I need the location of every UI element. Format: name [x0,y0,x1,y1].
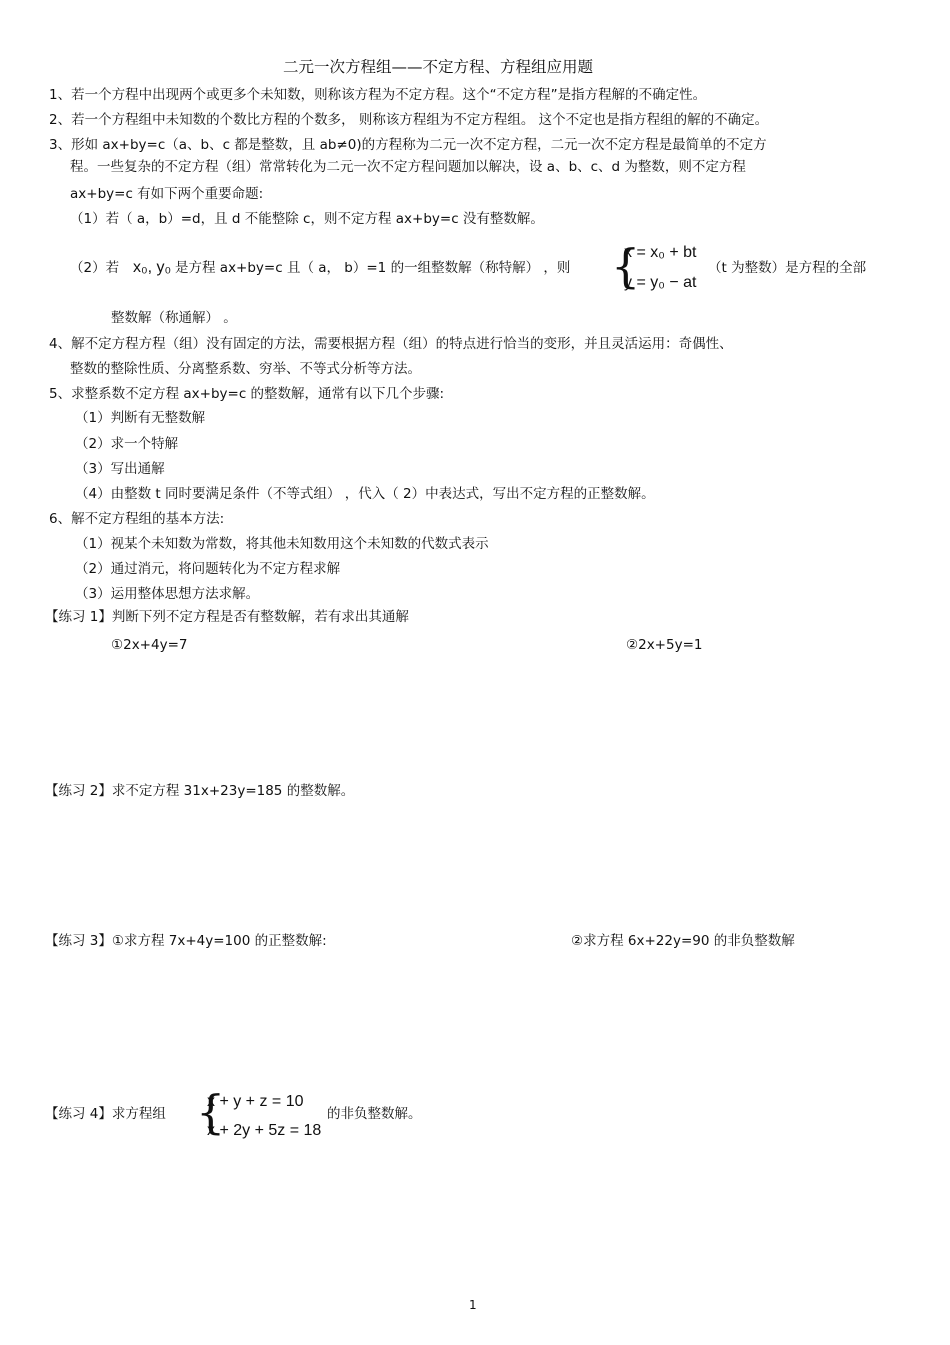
exercise-3-part-a: 【练习 3】①求方程 7x+4y=100 的正整数解: [45,933,327,949]
exercise-1-equation-a: ①2x+4y=7 [111,637,188,653]
point-6-step: （3）运用整体思想方法求解。 [75,586,260,602]
point-3-proposition-1: （1）若（ a，b）=d，且 d 不能整除 c，则不定方程 ax+by=c 没有整数解。 [70,211,544,227]
point-5-step: （3）写出通解 [75,461,165,477]
point-3-proposition-2-end: （t 为整数）是方程的全部 [708,260,867,276]
particular-x: x₀ [133,259,148,276]
exercise-2: 【练习 2】求不定方程 31x+23y=185 的整数解。 [45,783,355,799]
point-5-step: （2）求一个特解 [75,436,179,452]
particular-solution-vars: x₀, y₀ [133,259,172,276]
point-4-line-2: 整数的整除性质、分离整系数、穷举、不等式分析等方法。 [70,361,421,377]
point-3-line-2: 程。一些复杂的不定方程（组）常常转化为二元一次不定方程问题加以解决，设 a、b、c、d 为整数，则不定方程 [70,159,746,175]
point-2: 2、若一个方程组中未知数的个数比方程的个数多， 则称该方程组为不定方程组。 这个不定也是指方程组的解的不确定。 [49,112,769,128]
point-6-heading: 6、解不定方程组的基本方法: [49,511,225,527]
point-3-proposition-2-start: （2）若 [70,260,120,276]
point-5-heading: 5、求整系数不定方程 ax+by=c 的整数解，通常有以下几个步骤: [49,386,445,402]
page-number: 1 [469,1298,477,1312]
point-5-step: （1）判断有无整数解 [75,410,206,426]
point-6-step: （1）视某个未知数为常数，将其他未知数用这个未知数的代数式表示 [75,536,489,552]
page-title: 二元一次方程组——不定方程、方程组应用题 [283,58,594,76]
left-brace-icon: { [611,239,641,293]
general-solution-line-1: x = x₀ + bt [624,244,697,261]
point-4-line-1: 4、解不定方程方程（组）没有固定的方法，需要根据方程（组）的特点进行恰当的变形，并且灵活运用：奇偶性、 [49,336,733,352]
point-6-step: （2）通过消元，将问题转化为不定方程求解 [75,561,341,577]
exercise-3-part-b: ②求方程 6x+22y=90 的非负整数解 [571,933,795,949]
particular-y: y₀ [156,259,172,276]
general-solution-line-2: y = y₀ − at [624,274,697,291]
exercise-4-heading: 【练习 4】求方程组 [45,1106,166,1122]
exercise-4-equation-2: x + 2y + 5z = 18 [207,1122,322,1139]
left-brace-icon: { [196,1085,226,1139]
point-3-line-3: ax+by=c 有如下两个重要命题: [70,186,264,202]
exercise-4-equation-1: x + y + z = 10 [207,1093,304,1110]
exercise-4-tail: 的非负整数解。 [327,1106,422,1122]
point-3-proposition-2-tail: 整数解（称通解） 。 [111,310,237,326]
point-5-step: （4）由整数 t 同时要满足条件（不等式组） ，代入（ 2）中表达式，写出不定方程的正整数解。 [75,486,655,502]
exercise-1-heading: 【练习 1】判断下列不定方程是否有整数解，若有求出其通解 [45,609,409,625]
point-3-proposition-2-middle: 是方程 ax+by=c 且（ a， b）=1 的一组整数解（称特解） ，则 [175,260,571,276]
point-3-line-1: 3、形如 ax+by=c（a、b、c 都是整数，且 ab≠0)的方程称为二元一次不定方程，二元一次不定方程是最简单的不定方 [49,137,767,153]
exercise-1-equation-b: ②2x+5y=1 [626,637,703,653]
point-1: 1、若一个方程中出现两个或更多个未知数，则称该方程为不定方程。这个“不定方程”是指方程解的不确定性。 [49,87,707,103]
